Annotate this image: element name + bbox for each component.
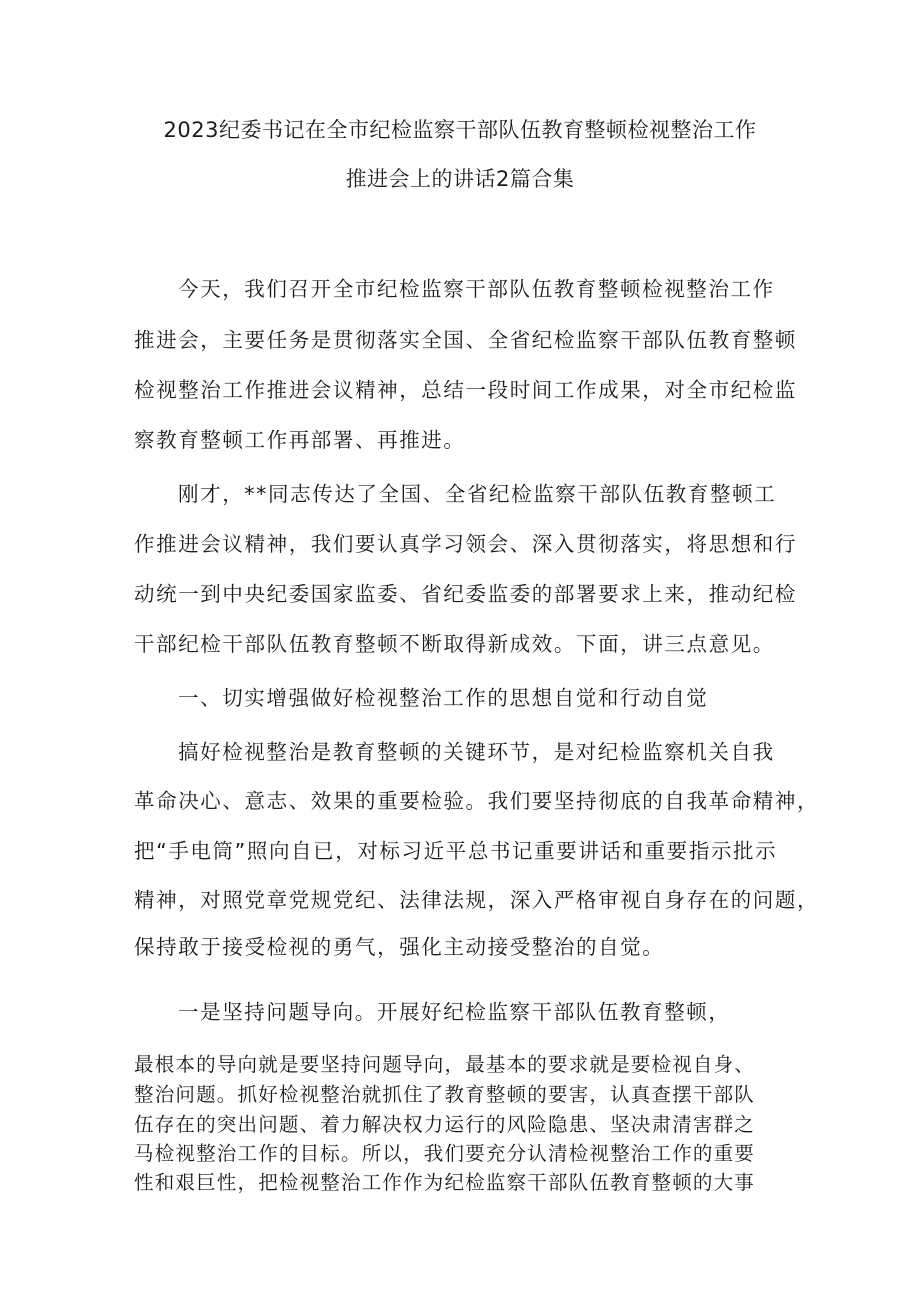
- document-title-line-1: 2023纪委书记在全市纪检监察干部队伍教育整顿检视整治工作: [163, 118, 757, 142]
- paragraph-4-line: 整治问题。抓好检视整治就抓住了教育整顿的要害，认真查摆干部队: [134, 1083, 756, 1106]
- paragraph-4-first-line: 一是坚持问题导向。开展好纪检监察干部队伍教育整顿，: [178, 1000, 731, 1024]
- paragraph-3-line: 把“手电筒”照向自已，对标习近平总书记重要讲话和重要指示批示: [134, 839, 778, 863]
- paragraph-3-line: 搞好检视整治是教育整顿的关键环节，是对纪检监察机关自我: [178, 740, 775, 764]
- paragraph-2-line: 刚才，**同志传达了全国、全省纪检监察干部队伍教育整顿工: [178, 482, 777, 506]
- paragraph-4-line: 马检视整治工作的目标。所以，我们要充分认清检视整治工作的重要: [134, 1142, 756, 1165]
- paragraph-1-line: 检视整治工作推进会议精神，总结一段时间工作成果，对全市纪检监: [134, 378, 797, 402]
- paragraph-2-line: 作推进会议精神，我们要认真学习领会、深入贯彻落实，将思想和行: [134, 532, 797, 556]
- paragraph-2-line: 动统一到中央纪委国家监委、省纪委监委的部署要求上来，推动纪检: [134, 582, 797, 606]
- paragraph-4-line: 伍存在的突出问题、着力解决权力运行的风险隐患、坚决肃清害群之: [134, 1113, 756, 1136]
- document-title-line-2: 推进会上的讲话2篇合集: [345, 167, 575, 191]
- paragraph-3-line: 保持敢于接受检视的勇气，强化主动接受整治的自觉。: [134, 935, 665, 959]
- paragraph-1-line: 推进会，主要任务是贯彻落实全国、全省纪检监察干部队伍教育整顿: [134, 328, 797, 352]
- paragraph-1-line: 察教育整顿工作再部署、再推进。: [134, 428, 466, 452]
- paragraph-2-line: 干部纪检干部队伍教育整顿不断取得新成效。下面，讲三点意见。: [134, 632, 775, 656]
- paragraph-4-line: 性和艰巨性，把检视整治工作作为纪检监察干部队伍教育整顿的大事: [134, 1171, 756, 1194]
- paragraph-3-line: 革命决心、意志、效果的重要检验。我们要坚持彻底的自我革命精神，: [134, 789, 820, 813]
- paragraph-4-line: 最根本的导向就是要坚持问题导向，最基本的要求就是要检视自身、: [134, 1053, 756, 1076]
- paragraph-1-line: 今天，我们召开全市纪检监察干部队伍教育整顿检视整治工作: [178, 277, 775, 301]
- section-heading-1: 一、切实增强做好检视整治工作的思想自觉和行动自觉: [178, 686, 709, 710]
- paragraph-3-line: 精神，对照党章党规党纪、法律法规，深入严格审视自身存在的问题，: [134, 888, 820, 912]
